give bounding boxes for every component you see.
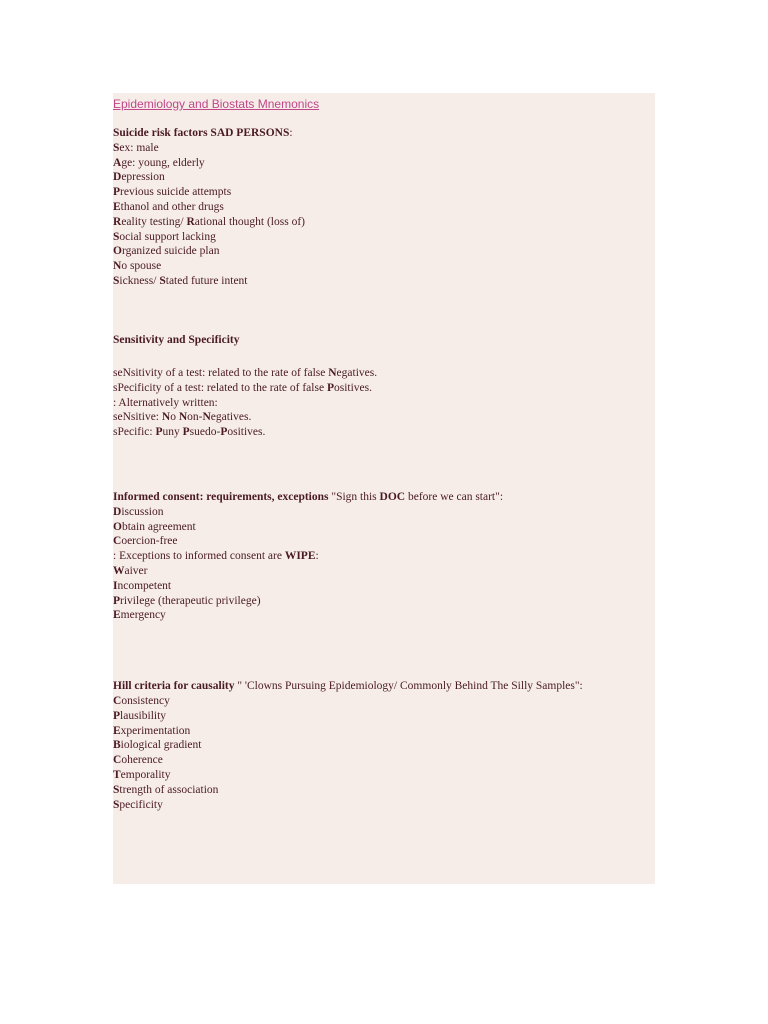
list-item: Previous suicide attempts [113, 186, 232, 199]
section-heading: Suicide risk factors SAD PERSONS: [113, 127, 293, 139]
list-item: Temporality [113, 769, 171, 781]
consent-items [113, 505, 655, 549]
list-item: seNsitive: No Non-Negatives. [113, 411, 252, 424]
sad-items [113, 141, 655, 289]
list-item: Emergency [113, 609, 166, 622]
section-sensitivity [113, 333, 655, 440]
document-page [113, 93, 655, 884]
wipe-items [113, 564, 655, 623]
section-heading: Sensitivity and Specificity [113, 333, 240, 346]
list-item: Depression [113, 171, 165, 184]
list-item: : Exceptions to informed consent are WIPE: [113, 550, 319, 563]
list-item: Biological gradient [113, 739, 202, 752]
list-item: seNsitivity of a test: related to the rate of false Negatives. [113, 367, 378, 380]
list-item: Specificity [113, 798, 163, 811]
list-item: Discussion [113, 505, 164, 518]
page-title-link[interactable]: Epidemiology and Biostats Mnemonics [113, 97, 320, 111]
list-item: Social support lacking [113, 230, 216, 243]
list-item: Age: young, elderly [113, 156, 205, 169]
list-item: sPecificity of a test: related to the rate of false Positives. [113, 381, 372, 394]
list-item: Ethanol and other drugs [113, 200, 224, 213]
list-item: Obtain agreement [113, 520, 196, 533]
list-item: Privilege (therapeutic privilege) [113, 594, 261, 607]
list-item: Reality testing/ Rational thought (loss of) [113, 215, 305, 228]
list-item: Consistency [113, 695, 170, 708]
list-item: Sickness/ Stated future intent [113, 274, 248, 287]
section-hill-criteria [113, 679, 655, 812]
list-item: Strength of association [113, 783, 219, 796]
section-heading: Informed consent: requirements, exceptions "Sign this DOC before we can start": [113, 491, 504, 504]
section-sad-persons [113, 126, 655, 289]
list-item: Coherence [113, 754, 163, 767]
list-item: Waiver [113, 565, 148, 578]
section-informed-consent [113, 490, 655, 623]
list-item: No spouse [113, 260, 162, 273]
list-item: Organized suicide plan [113, 245, 220, 258]
list-item: sPecific: Puny Psuedo-Positives. [113, 426, 266, 439]
hill-items [113, 694, 655, 812]
list-item: Coercion-free [113, 535, 178, 548]
section-heading: Hill criteria for causality " 'Clowns Pursuing Epidemiology/ Commonly Behind The Silly Samples": [113, 680, 583, 693]
list-item: Sex: male [113, 141, 159, 154]
list-item: : Alternatively written: [113, 396, 218, 409]
list-item: Incompetent [113, 579, 172, 592]
list-item: Experimentation [113, 724, 191, 737]
list-item: Plausibility [113, 709, 167, 722]
